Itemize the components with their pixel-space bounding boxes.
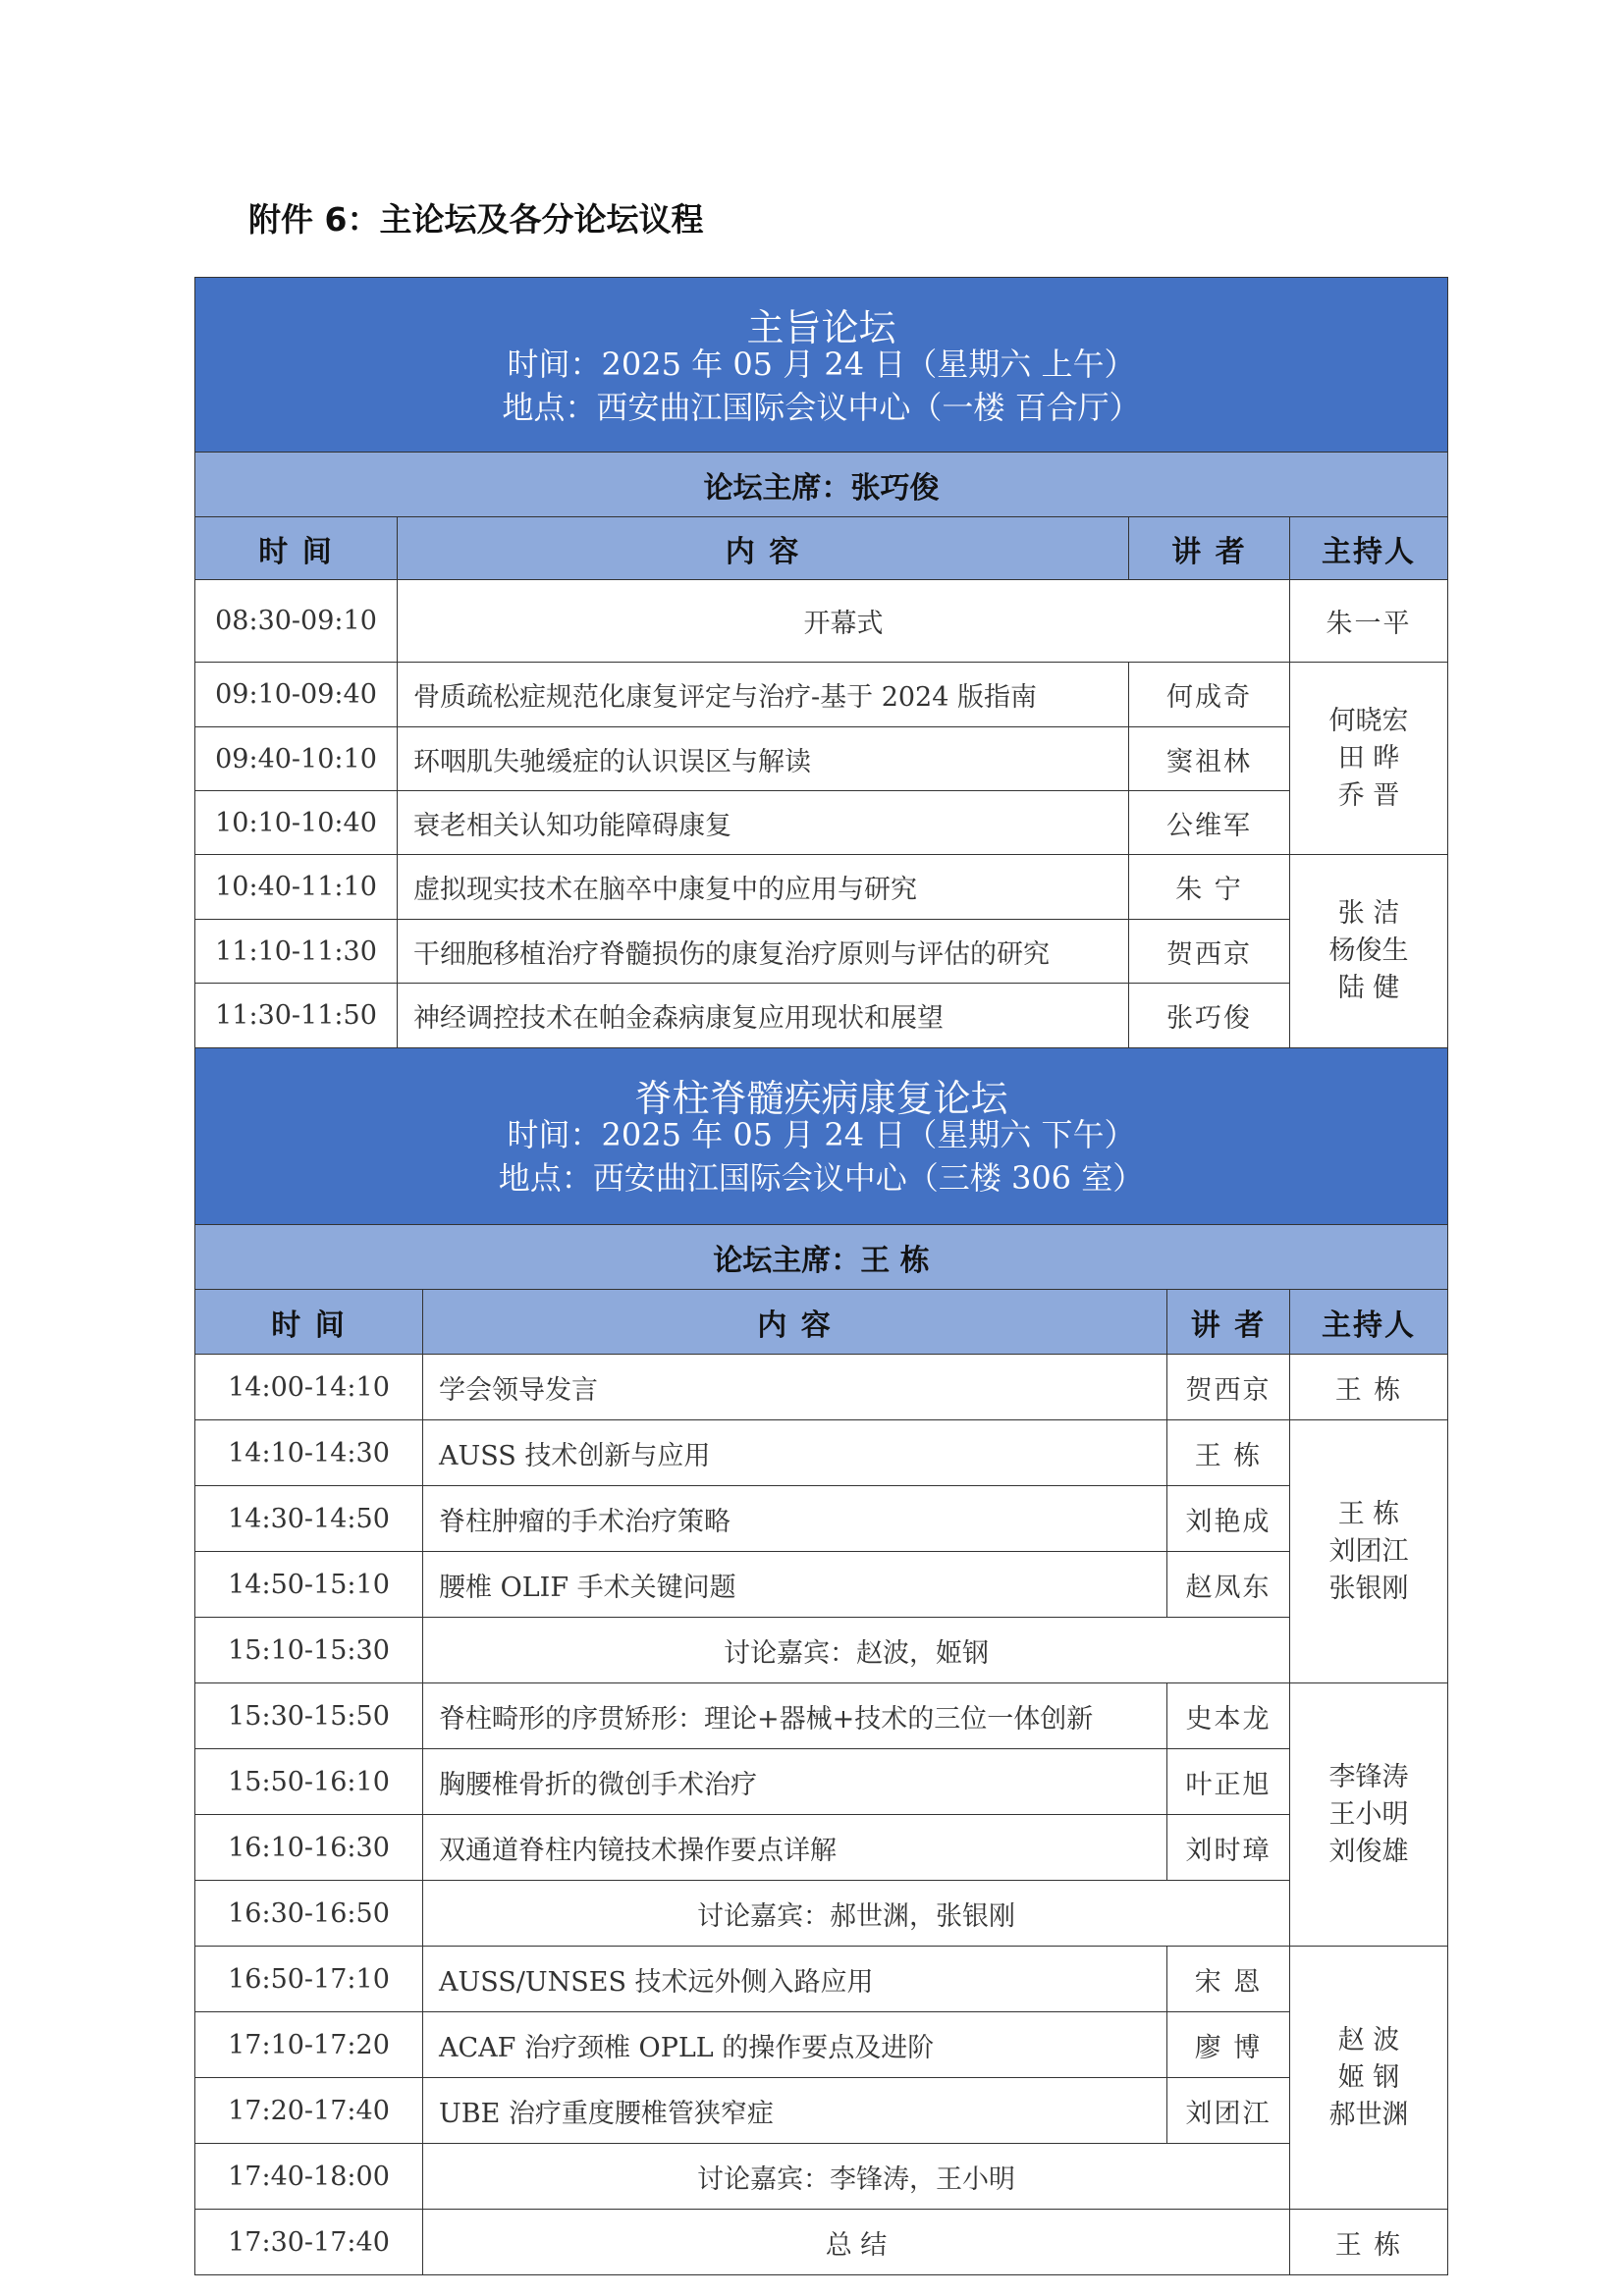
forum-chair: 论坛主席：张巧俊 — [195, 453, 1448, 517]
session-speaker: 刘团江 — [1167, 2078, 1290, 2144]
session-speaker: 贺西京 — [1167, 1355, 1290, 1420]
table-row — [195, 2078, 1448, 2144]
col-header-host: 主持人 — [1290, 517, 1448, 580]
host-name: 刘俊雄 — [1328, 1836, 1409, 1867]
table-row — [195, 2012, 1448, 2078]
discussion-guests: 讨论嘉宾：郝世渊，张银刚 — [423, 1881, 1290, 1947]
session-time: 17:30-17:40 — [195, 2210, 423, 2275]
table-row — [195, 2144, 1448, 2210]
host-name: 刘团江 — [1328, 1535, 1409, 1567]
session-content: 总 结 — [423, 2210, 1290, 2275]
col-header-host: 主持人 — [1290, 1290, 1448, 1355]
session-content: AUSS/UNSES 技术远外侧入路应用 — [423, 1947, 1167, 2012]
session-content: 环咽肌失驰缓症的认识误区与解读 — [398, 727, 1129, 791]
forum-banner — [195, 278, 1448, 453]
session-speaker: 窦祖林 — [1129, 727, 1290, 791]
session-time: 17:20-17:40 — [195, 2078, 423, 2144]
session-time: 10:40-11:10 — [195, 855, 398, 920]
session-speaker: 廖 博 — [1167, 2012, 1290, 2078]
table-row — [195, 1618, 1448, 1683]
session-host: 朱一平 — [1290, 580, 1448, 663]
session-content: 胸腰椎骨折的微创手术治疗 — [423, 1749, 1167, 1815]
host-name: 张银刚 — [1328, 1573, 1409, 1604]
session-time: 08:30-09:10 — [195, 580, 398, 663]
session-speaker: 史本龙 — [1167, 1683, 1290, 1749]
session-time: 14:10-14:30 — [195, 1420, 423, 1486]
col-header-content: 内 容 — [398, 517, 1129, 580]
host-name: 李锋涛 — [1328, 1761, 1409, 1792]
session-time: 16:50-17:10 — [195, 1947, 423, 2012]
session-content: UBE 治疗重度腰椎管狭窄症 — [423, 2078, 1167, 2144]
session-time: 14:00-14:10 — [195, 1355, 423, 1420]
forum-place: 地点：西安曲江国际会议中心（三楼 306 室） — [498, 1159, 1145, 1197]
forum-title: 脊柱脊髓疾病康复论坛 — [634, 1077, 1008, 1120]
session-content: 干细胞移植治疗脊髓损伤的康复治疗原则与评估的研究 — [398, 920, 1129, 984]
session-time: 17:10-17:20 — [195, 2012, 423, 2078]
session-host: 王 栋 — [1290, 1355, 1448, 1420]
host-name: 陆 健 — [1337, 973, 1400, 1003]
session-speaker: 何成奇 — [1129, 663, 1290, 727]
session-time: 15:10-15:30 — [195, 1618, 423, 1683]
table-row — [195, 580, 1448, 663]
table-row — [195, 663, 1448, 727]
discussion-guests: 讨论嘉宾：李锋涛，王小明 — [423, 2144, 1290, 2210]
session-content: ACAF 治疗颈椎 OPLL 的操作要点及进阶 — [423, 2012, 1167, 2078]
table-row — [195, 1486, 1448, 1552]
table-row — [195, 1355, 1448, 1420]
spine-forum-table — [194, 1047, 1448, 2275]
session-hosts — [1290, 1683, 1448, 1947]
session-speaker: 赵凤东 — [1167, 1552, 1290, 1618]
session-content: 学会领导发言 — [423, 1355, 1167, 1420]
host-name: 赵 波 — [1337, 2024, 1400, 2056]
host-name: 王 栋 — [1337, 1498, 1400, 1529]
forum-banner — [195, 1048, 1448, 1225]
table-row — [195, 1881, 1448, 1947]
session-content: 开幕式 — [398, 580, 1290, 663]
table-row — [195, 727, 1448, 791]
session-host: 王 栋 — [1290, 2210, 1448, 2275]
table-row — [195, 855, 1448, 920]
session-time: 14:50-15:10 — [195, 1552, 423, 1618]
table-row — [195, 920, 1448, 984]
col-header-time: 时 间 — [195, 1290, 423, 1355]
col-header-content: 内 容 — [423, 1290, 1167, 1355]
col-header-time: 时 间 — [195, 517, 398, 580]
session-speaker: 张巧俊 — [1129, 984, 1290, 1048]
table-row — [195, 984, 1448, 1048]
session-content: 衰老相关认知功能障碍康复 — [398, 791, 1129, 855]
session-content: AUSS 技术创新与应用 — [423, 1420, 1167, 1486]
session-content: 双通道脊柱内镜技术操作要点详解 — [423, 1815, 1167, 1881]
session-speaker: 刘时璋 — [1167, 1815, 1290, 1881]
session-hosts — [1290, 663, 1448, 855]
table-row — [195, 2210, 1448, 2275]
session-time: 11:30-11:50 — [195, 984, 398, 1048]
session-time: 09:40-10:10 — [195, 727, 398, 791]
session-time: 15:30-15:50 — [195, 1683, 423, 1749]
host-name: 何晓宏 — [1328, 705, 1409, 736]
host-name: 姬 钢 — [1337, 2061, 1400, 2093]
forum-place: 地点：西安曲江国际会议中心（一楼 百合厅） — [502, 389, 1141, 426]
table-row — [195, 1947, 1448, 2012]
session-content: 虚拟现实技术在脑卒中康复中的应用与研究 — [398, 855, 1129, 920]
host-name: 郝世渊 — [1328, 2099, 1409, 2130]
table-row — [195, 1749, 1448, 1815]
table-row — [195, 1815, 1448, 1881]
session-speaker: 叶正旭 — [1167, 1749, 1290, 1815]
col-header-speaker: 讲 者 — [1129, 517, 1290, 580]
session-time: 17:40-18:00 — [195, 2144, 423, 2210]
host-name: 王小明 — [1328, 1798, 1409, 1830]
host-name: 乔 晋 — [1337, 779, 1400, 811]
session-time: 09:10-09:40 — [195, 663, 398, 727]
forum-title: 主旨论坛 — [746, 306, 896, 349]
session-time: 16:30-16:50 — [195, 1881, 423, 1947]
session-speaker: 贺西京 — [1129, 920, 1290, 984]
session-speaker: 宋 恩 — [1167, 1947, 1290, 2012]
host-name: 田 晔 — [1337, 742, 1400, 774]
session-content: 骨质疏松症规范化康复评定与治疗-基于 2024 版指南 — [398, 663, 1129, 727]
session-time: 10:10-10:40 — [195, 791, 398, 855]
table-row — [195, 791, 1448, 855]
session-speaker: 公维军 — [1129, 791, 1290, 855]
document-title: 附件 6：主论坛及各分论坛议程 — [248, 200, 704, 239]
forum-time: 时间：2025 年 05 月 24 日（星期六 上午） — [507, 346, 1136, 383]
table-row — [195, 1552, 1448, 1618]
session-speaker: 刘艳成 — [1167, 1486, 1290, 1552]
session-time: 15:50-16:10 — [195, 1749, 423, 1815]
session-content: 脊柱肿瘤的手术治疗策略 — [423, 1486, 1167, 1552]
discussion-guests: 讨论嘉宾：赵波，姬钢 — [423, 1618, 1290, 1683]
forum-chair: 论坛主席：王 栋 — [195, 1225, 1448, 1290]
session-time: 14:30-14:50 — [195, 1486, 423, 1552]
session-speaker: 朱 宁 — [1129, 855, 1290, 920]
col-header-speaker: 讲 者 — [1167, 1290, 1290, 1355]
table-row — [195, 1420, 1448, 1486]
session-content: 腰椎 OLIF 手术关键问题 — [423, 1552, 1167, 1618]
session-speaker: 王 栋 — [1167, 1420, 1290, 1486]
forum-time: 时间：2025 年 05 月 24 日（星期六 下午） — [507, 1116, 1136, 1153]
session-hosts — [1290, 855, 1448, 1048]
main-forum-table — [194, 277, 1448, 1048]
session-hosts — [1290, 1947, 1448, 2210]
session-content: 神经调控技术在帕金森病康复应用现状和展望 — [398, 984, 1129, 1048]
session-time: 11:10-11:30 — [195, 920, 398, 984]
session-content: 脊柱畸形的序贯矫形：理论+器械+技术的三位一体创新 — [423, 1683, 1167, 1749]
host-name: 杨俊生 — [1328, 935, 1409, 966]
session-time: 16:10-16:30 — [195, 1815, 423, 1881]
host-name: 张 洁 — [1337, 898, 1400, 929]
table-row — [195, 1683, 1448, 1749]
session-hosts — [1290, 1420, 1448, 1683]
